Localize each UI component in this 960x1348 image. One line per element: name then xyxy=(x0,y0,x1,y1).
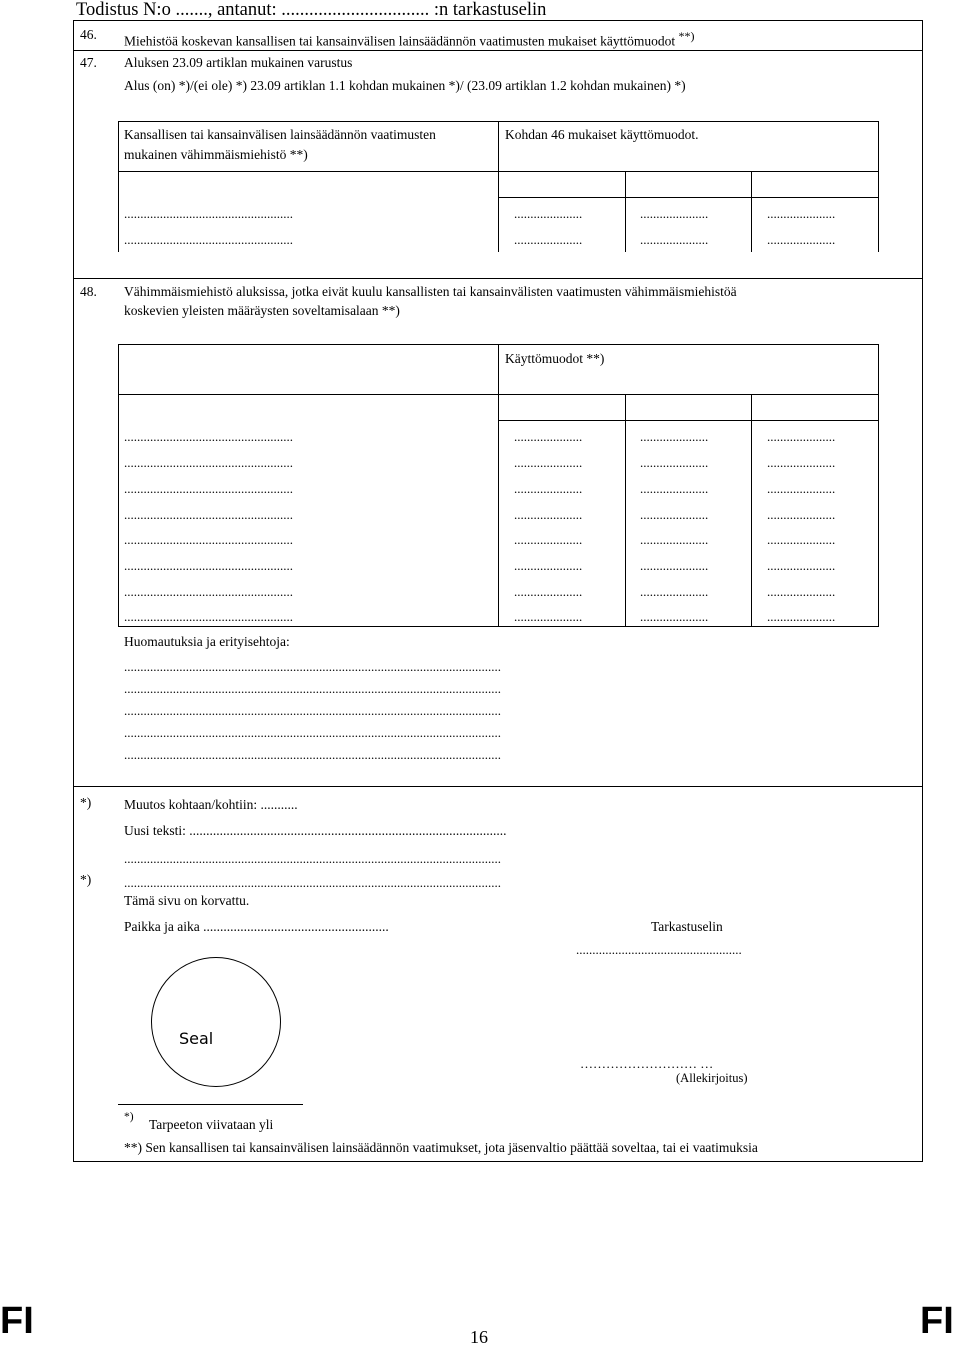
seal-label: Seal xyxy=(179,1029,214,1048)
table2-cell: ..................... xyxy=(640,584,709,599)
remarks-line: .................................................................................................................... xyxy=(124,703,501,718)
new-text-line: .................................................................................................................... xyxy=(124,875,501,890)
inspection-body-dots: ................................................... xyxy=(576,942,742,957)
table2-cell: .................................................... xyxy=(124,481,293,496)
table2-cell: ..................... xyxy=(767,609,836,624)
table2-cell: ..................... xyxy=(514,609,583,624)
change-label: Muutos kohtaan/kohtiin: ........... xyxy=(124,797,298,812)
table1-cell: ..................... xyxy=(767,206,836,221)
item-46-text xyxy=(124,29,695,50)
footer-language-right: FI xyxy=(920,1300,954,1342)
remarks-line: .................................................................................................................... xyxy=(124,725,501,740)
table2-cell: ..................... xyxy=(640,507,709,522)
table1-cell: .................................................... xyxy=(124,232,293,247)
table1-col-divider-2 xyxy=(625,171,626,252)
item-46-number: 46. xyxy=(80,27,97,42)
table2-cell: .................................................... xyxy=(124,609,293,624)
table2-cell: ..................... xyxy=(640,609,709,624)
table1-header-divider xyxy=(498,121,499,172)
table2-cell: ..................... xyxy=(767,481,836,496)
table1-subheader-line xyxy=(498,197,879,198)
table2-cell: .................................................... xyxy=(124,507,293,522)
table2-cell: .................................................... xyxy=(124,455,293,470)
table2-cell: ..................... xyxy=(514,558,583,573)
table2-cell: ..................... xyxy=(514,455,583,470)
table2-cell: .................................................... xyxy=(124,558,293,573)
table2-cell: ..................... xyxy=(767,429,836,444)
table1-cell: ..................... xyxy=(640,206,709,221)
table2-cell: ..................... xyxy=(514,429,583,444)
footnote-1-text: Tarpeeton viivataan yli xyxy=(149,1117,274,1132)
remarks-line: .................................................................................................................... xyxy=(124,747,501,762)
table1-left-header-line2: mukainen vähimmäismiehistö **) xyxy=(124,147,308,162)
seal-circle xyxy=(151,957,281,1087)
table2-header-divider xyxy=(498,344,499,395)
table2-cell: ..................... xyxy=(767,455,836,470)
table1-cell: .................................................... xyxy=(124,206,293,221)
new-text-line: .................................................................................................................... xyxy=(124,851,501,866)
change-mark-2: *) xyxy=(80,872,92,887)
item-46-label: Miehistöä koskevan kansallisen tai kansainvälisen lainsäädännön vaatimusten mukaiset käyttömuodot xyxy=(124,33,676,49)
item-47-number: 47. xyxy=(80,55,97,70)
table1-cell: ..................... xyxy=(640,232,709,247)
page-number: 16 xyxy=(470,1327,488,1347)
table2-cell: ..................... xyxy=(514,481,583,496)
table2-cell: ..................... xyxy=(514,532,583,547)
item-47-line2: Alus (on) *)/(ei ole) *) 23.09 artiklan 1.1 kohdan mukainen *)/ (23.09 artiklan 1.2 kohdan mukainen) *) xyxy=(124,78,686,93)
table1-col-divider-1 xyxy=(498,171,499,252)
table2-cell: ..................... xyxy=(640,532,709,547)
table2-cell: .................................................... xyxy=(124,429,293,444)
table1-left-header-line1: Kansallisen tai kansainvälisen lainsäädännön vaatimusten xyxy=(124,127,436,142)
signature-dots: ……………………… … xyxy=(580,1056,714,1071)
table2-col-divider-3 xyxy=(751,394,752,627)
table1-right-header: Kohdan 46 mukaiset käyttömuodot. xyxy=(505,127,699,142)
replaced-note: Tämä sivu on korvattu. xyxy=(124,893,250,908)
table2-cell: ..................... xyxy=(640,481,709,496)
table1-col-divider-3 xyxy=(751,171,752,252)
table2-cell: ..................... xyxy=(767,584,836,599)
place-and-time: Paikka ja aika ....................................................... xyxy=(124,919,389,934)
table2-right-header: Käyttömuodot **) xyxy=(505,351,605,366)
table2-col-divider-1 xyxy=(498,394,499,627)
new-text-label: Uusi teksti: .............................................................................................. xyxy=(124,823,507,838)
footnote-2-text: **) Sen kansallisen tai kansainvälisen lainsäädännön vaatimukset, jota jäsenvaltio päättää soveltaa, tai ei vaatimuksia xyxy=(124,1140,758,1155)
table2-cell: ..................... xyxy=(640,455,709,470)
remarks-line: .................................................................................................................... xyxy=(124,681,501,696)
table2-cell: .................................................... xyxy=(124,532,293,547)
divider-46 xyxy=(73,50,923,51)
footer-language-left: FI xyxy=(0,1300,34,1342)
table2-col-divider-2 xyxy=(625,394,626,627)
footnote-separator xyxy=(118,1104,303,1105)
inspection-body-label: Tarkastuselin xyxy=(651,919,723,934)
table1-cell: ..................... xyxy=(514,206,583,221)
change-mark-1: *) xyxy=(80,795,92,810)
table2-cell: ..................... xyxy=(640,558,709,573)
divider-48-end xyxy=(73,786,923,787)
remarks-line: .................................................................................................................... xyxy=(124,659,501,674)
item-48-line1: Vähimmäismiehistö aluksissa, jotka eivät kuulu kansallisten tai kansainvälisten vaatimusten vähimmäismiehistöä xyxy=(124,284,737,299)
table2-cell: ..................... xyxy=(767,532,836,547)
table1-cell: ..................... xyxy=(514,232,583,247)
table2-cell: ..................... xyxy=(514,584,583,599)
table2-cell: ..................... xyxy=(767,507,836,522)
divider-47 xyxy=(73,278,923,279)
table2-cell: .................................................... xyxy=(124,584,293,599)
footnote-1-mark: *) xyxy=(124,1111,134,1123)
table1-cell: ..................... xyxy=(767,232,836,247)
table2-subheader-line xyxy=(498,420,879,421)
item-48-number: 48. xyxy=(80,284,97,299)
item-48-line2: koskevien yleisten määräysten soveltamisalaan **) xyxy=(124,303,400,318)
page-header: Todistus N:o ......., antanut: ................................ :n tarkastuselin xyxy=(76,0,547,20)
table2-cell: ..................... xyxy=(767,558,836,573)
item-47-line1: Aluksen 23.09 artiklan mukainen varustus xyxy=(124,55,353,70)
item-46-footnote-mark: **) xyxy=(678,29,695,43)
signature-label: (Allekirjoitus) xyxy=(676,1071,748,1085)
table2-cell: ..................... xyxy=(514,507,583,522)
remarks-label: Huomautuksia ja erityisehtoja: xyxy=(124,634,290,649)
table2-cell: ..................... xyxy=(640,429,709,444)
